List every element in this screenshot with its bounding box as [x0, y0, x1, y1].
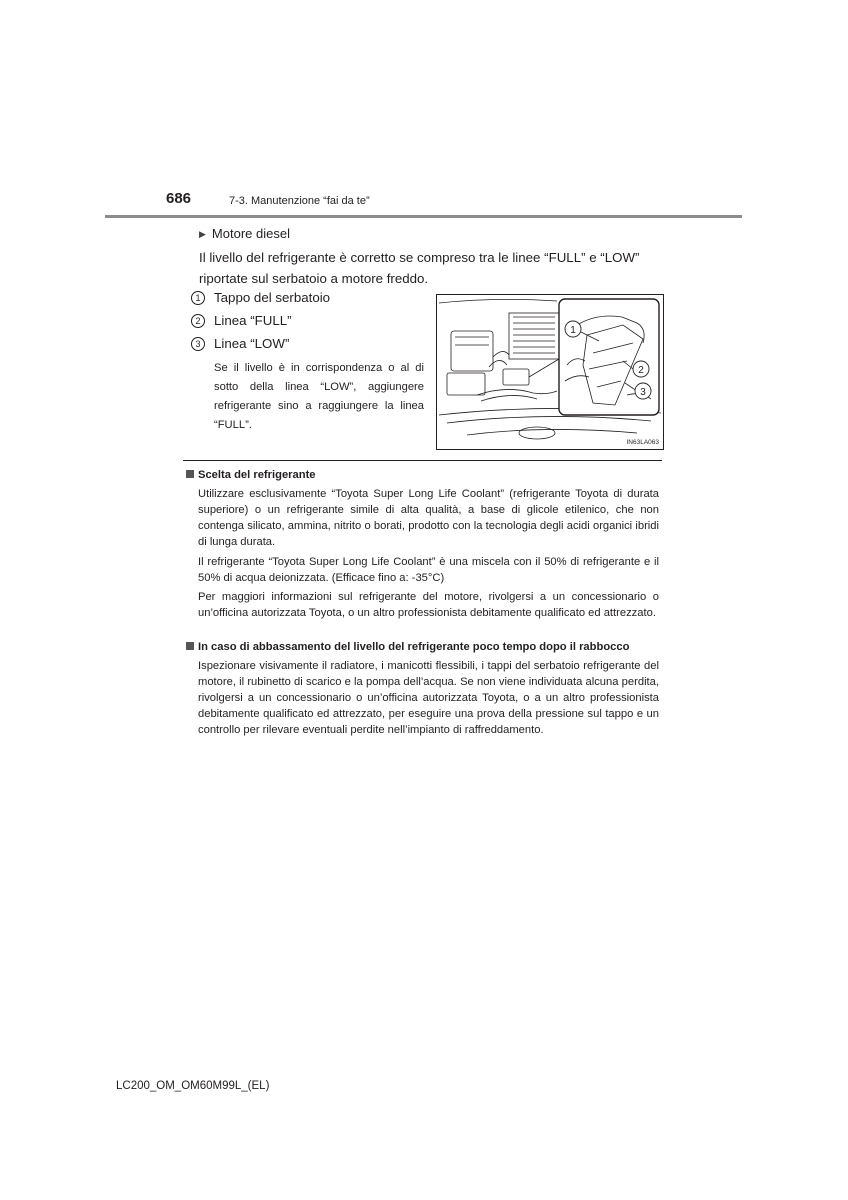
header-divider — [105, 215, 742, 218]
marker-2-label: 2 — [638, 365, 644, 376]
square-bullet-icon — [186, 470, 194, 478]
engine-bay-drawing — [437, 295, 663, 449]
callout-label: Linea “LOW” — [214, 336, 290, 351]
triangle-bullet-icon: ▶ — [199, 229, 206, 239]
section-heading — [186, 641, 629, 653]
callout-number: 1 — [191, 291, 205, 305]
paragraph: Ispezionare visivamente il radiatore, i manicotti flessibili, i tappi del serbatoio refrigerante del motore, il rubinetto di scarico e la pompa dell’acqua. Se non viene individuata alcuna perdita, rivolgersi a un concessionario o un’officina autorizzata Toyota, o a un altro professionista debitamente qualificato ed attrezzato, per eseguire una prova della pressione sul tappo e un controllo per rilevare eventuali perdite nell’impianto di raffreddamento. — [198, 660, 659, 736]
section-title: 7-3. Manutenzione “fai da te” — [229, 195, 370, 207]
section-heading-text: In caso di abbassamento del livello del refrigerante poco tempo dopo il rabbocco — [198, 641, 630, 653]
engine-heading-label: Motore diesel — [211, 226, 290, 241]
square-bullet-icon — [186, 642, 194, 650]
callout-item — [191, 290, 330, 305]
callout-item — [191, 336, 289, 351]
page-number: 686 — [166, 190, 192, 207]
engine-illustration — [436, 294, 664, 450]
image-code: IN63LA063 — [626, 439, 659, 446]
marker-3-label: 3 — [640, 387, 646, 398]
marker-1-label: 1 — [570, 325, 576, 336]
callout-note: Se il livello è in corrispondenza o al di sotto della linea “LOW”, aggiungere refrigerante sino a raggiungere la linea “FULL”. — [214, 362, 424, 431]
intro-paragraph: Il livello del refrigerante è corretto se compreso tra le linee “FULL” e “LOW” riportate sul serbatoio a motore freddo. — [199, 250, 640, 286]
paragraph: Utilizzare esclusivamente “Toyota Super Long Life Coolant” (refrigerante Toyota di durata superiore) o un refrigerante simile di alta qualità, a base di glicole etilenico, che non contenga silicato, ammina, nitrito o borati, prodotto con la tecnologia degli acidi organici ibridi di lunga durata. — [198, 488, 659, 548]
callout-item — [191, 313, 292, 328]
callout-label: Tappo del serbatoio — [214, 290, 331, 305]
paragraph: Il refrigerante “Toyota Super Long Life Coolant” è una miscela con il 50% di refrigerante e il 50% di acqua deionizzata. (Efficace fino a: -35°C) — [198, 556, 659, 584]
section-heading — [186, 469, 316, 481]
callout-number: 3 — [191, 337, 205, 351]
section-heading-text: Scelta del refrigerante — [198, 469, 316, 481]
section-divider — [183, 460, 662, 461]
paragraph: Per maggiori informazioni sul refrigerante del motore, rivolgersi a un concessionario o un’officina autorizzata Toyota, o un altro professionista debitamente qualificato ed attrezzato. — [198, 591, 659, 619]
footer-code: LC200_OM_OM60M99L_(EL) — [116, 1080, 270, 1092]
callout-number: 2 — [191, 314, 205, 328]
engine-heading — [199, 226, 290, 241]
callout-label: Linea “FULL” — [214, 313, 292, 328]
